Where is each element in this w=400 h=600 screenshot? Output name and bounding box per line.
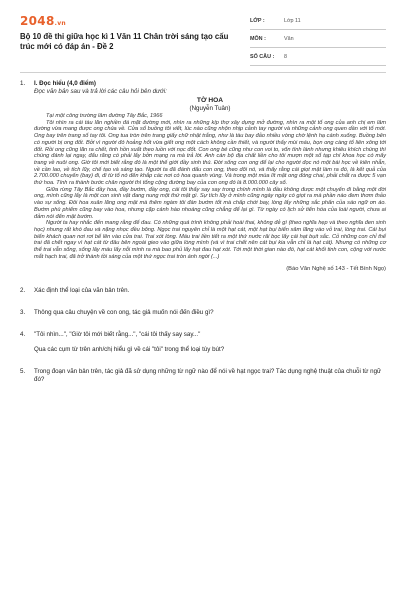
- question-number: 4.: [20, 331, 26, 339]
- meta-row-question-count: [250, 48, 386, 66]
- passage-paragraph: Người ta hay nhắc đến mang rằng để đau. Có những quá trình không phải hoài thai, không đẻ gì (theo nghĩa hẹp và theo nghĩa đen sinh học) nhưng rất khó đau và nặng nhọc đều bông. Ngọc trai nguyên chỉ là một hạt cát, một hạt bụi biển xâm lăng vào vỏ trai, lòng trai. Cái bụi biển khách quan nơi rơi bể lên vào cửa trai. Trai xót lòng. Máu trai liền tiết ra một thứ nước rãi bọc lấy cái hạt bụit sắc. Cỏ những con chỉ thể trai đã chết ngay vì hạt cát từ đâu bên ngoài gieo vào giữa lòng mình (và vì trai chết nên cát bụi kia vẫn chỉ là hạt cát). Nhưng có những cơ thể trai vẫn sống, sống lây máu lấy nỗi mình ra mà bao phủ lấy hạt đau hạt xót. Tới một thời gian nào đó, hạt cát khối tinh con, cộng với nước mắt hạch trai, đã trở thành tồi sáng của một thứ ngọc trai tròn ánh ngời (...): [34, 220, 386, 260]
- question-text: Trong đoạn văn bản trên, tác giả đã sử dụng những từ ngữ nào để nói về hạt ngọc trai? Tác dụng nghệ thuật của chuỗi từ ngữ đó?: [34, 368, 382, 384]
- passage-paragraph: Giữa rừng Tây Bắc đầy hoa, đầy bướm, đầy ong, cái tôi thấy say say trong chính mình là đầu không được một chuyến đi bằng một đời ong, mình cũng lấy là một con sinh vật đang nung một thứ mật gì. Sự tích lũy ở mình cũng ngày ngày có giọt ra mà phần nào đem thơm thảo vào sự sống. Đôi hoa xuân lăng ong mật mà thêm ngàm tôi đàn bướm tốt mà chấp chới bay, lòng lấy những sắc phấn của sáo ngữ ơn áo. Bướm phù phiếm cũng bay vào hoa, nhưng cặp cánh hào nhoáng cũng chẳng để lại gì. Từ ngày có lịch sử tiến hóa của loài người, chưa ai đảm nói đến mật bướm.: [34, 186, 386, 220]
- site-logo[interactable]: [20, 14, 66, 28]
- logo-main: 2048: [20, 14, 55, 28]
- question-number: 3.: [20, 309, 26, 317]
- passage-paragraph: Tại một công trường lâm đường Tây Bắc, 1966: [46, 113, 163, 119]
- meta-key: LỚP :: [250, 17, 265, 24]
- passage-source: (Báo Văn Nghệ số 143 - Tết Bính Ngọ): [286, 266, 386, 273]
- question-3: [20, 309, 386, 317]
- reading-prompt: Đọc văn bản sau và trả lời các câu hỏi bên dưới:: [34, 88, 167, 95]
- question-number: 2.: [20, 287, 26, 295]
- meta-key: MÔN :: [250, 35, 266, 42]
- question-body: [34, 331, 386, 354]
- meta-info-panel: [250, 12, 386, 66]
- question-text: Qua các cụm từ trên anh/chị hiểu gì về cái "tôi" trong thể loại tùy bút?: [34, 346, 225, 354]
- meta-value: Văn: [284, 35, 294, 42]
- question-2: [20, 287, 386, 295]
- question-4: [20, 331, 386, 354]
- question-text: Xác định thể loại của văn bản trên.: [34, 287, 130, 295]
- meta-row-class: [250, 12, 386, 30]
- question-number: 1.: [20, 80, 26, 87]
- passage-author: (Nguyễn Tuân): [189, 105, 231, 112]
- question-1: [20, 80, 386, 273]
- question-quote: "Tôi nhìn...", "Giờ tôi mới biết rằng...", "cái tôi thấy say say...": [34, 331, 201, 339]
- question-text: Thông qua câu chuyện về con ong, tác giả muốn nói đến điều gì?: [34, 309, 214, 317]
- header-divider: [20, 72, 386, 73]
- logo-suffix: .vn: [54, 20, 66, 27]
- question-number: 5.: [20, 368, 26, 376]
- meta-key: SỐ CÂU :: [250, 53, 275, 60]
- questions-list: [20, 80, 386, 384]
- meta-row-subject: [250, 30, 386, 48]
- section-title: I. Đọc hiểu (4,0 điểm): [34, 80, 96, 87]
- meta-value: Lớp 11: [284, 17, 301, 24]
- meta-value: 8: [284, 53, 287, 60]
- question-5: [20, 368, 386, 384]
- question-body: [34, 80, 386, 273]
- passage-title: TỜ HOA: [196, 97, 224, 104]
- document-title: Bộ 10 đề thi giữa học kì 1 Văn 11 Chân trời sáng tạo cấu trúc mới có đáp án - Đề 2: [20, 32, 229, 51]
- passage-paragraph: Tôi nhìn ra cái tàu lăn nghiền đá mặt đường mới, nhìn ra những kíp thợ xây dựng mở đường, nhìn ra một tổ ong của anh chị em lâm đường vừa mang được ong chúa về. Cửa sổ buồng tôi viết, lúc nào cũng nhộn nhịp cảnh tay người và những cảnh ong quen dần với tổ mới. Ong bay trên trang sổ tay tôi. Ong tua tròn trên trang giấy chữ nhật trắng, như là tàu bay đảo nhiều vòng chờ lệnh hạ cánh xuống. Buồng bên có người bị ong đốt. Bởi vì người đó hoảng hốt vừa giết ong một cách không cần thiết, và người thấy mùi máu, bọn ong càng tổ liên xông tới đốt. Rồi ong cũng lăn ra chết, tinh hồn xuất theo luồn với nọc đốt. Con ong bé cũng như con voi to, vốn tính lành nhưng khiêu khích chúng thì chúng đánh lại ngay, đấu răng có phải lấy bởn mạng ra mà trả lời. Anh cán bộ địa chất liền cho tôi mượn một sổ tạp chí khoa học có mấy trang về nuôi ong. Giờ tôi mới biết rằng đó là một thế giới đầy sinh thú. Đời sống con ong để lại cho người đọc nó một bài học về kiên nhẫn, về cần lao, về tích lũy, chế tạo và sáng tạo. Người ta đã đánh dấu con ong, theo dõi nó, và thấy rằng cái giọt mật làm ra đó, là kết quả của 2.700.000 chuyến (bay) đi, đi từ tổ nó đến khắp các nơi có hoa quanh vùng. Và trong một mùa lít mật ong đóng chai, phải chất ra được 5 vạn thứ hoa. Tính ra thành bước chân người thì tổng cộng đường bay của con ong đó là 8.000.000 cây số.: [34, 119, 386, 187]
